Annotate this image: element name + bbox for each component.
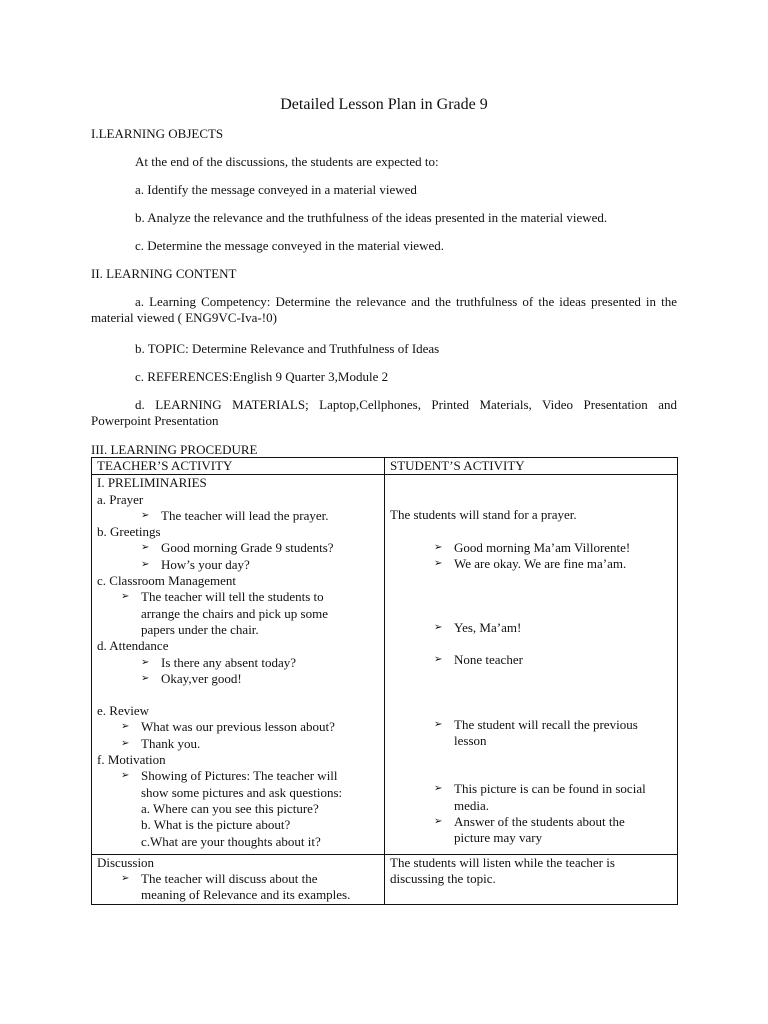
- attendance-label: d. Attendance: [97, 638, 169, 654]
- header-student-activity: STUDENT’S ACTIVITY: [385, 458, 678, 475]
- document-title: Detailed Lesson Plan in Grade 9: [280, 96, 488, 113]
- objectives-intro: At the end of the discussions, the students are expected to:: [135, 154, 439, 169]
- learning-materials: d. LEARNING MATERIALS; Laptop,Cellphones, Printed Materials, Video Presentation and Powerpoint Presentation: [91, 397, 677, 428]
- arrow-bullet-icon: ➢: [121, 770, 130, 782]
- list-item: ➢ This picture is can be found in social media.: [434, 781, 646, 813]
- list-item: ➢ Is there any absent today?: [141, 654, 297, 670]
- list-item: ➢ Thank you.: [121, 735, 201, 751]
- arrow-bullet-icon: ➢: [141, 558, 150, 570]
- arrow-bullet-icon: ➢: [434, 541, 443, 553]
- section-heading-procedure: III. LEARNING PROCEDURE: [91, 442, 258, 457]
- list-item: ➢ Showing of Pictures: The teacher will show some pictures and ask questions: a. Where can you see this picture? b. What is the picture about? c.What are your thoughts about it?: [121, 768, 343, 849]
- arrow-bullet-icon: ➢: [434, 815, 443, 827]
- arrow-bullet-icon: ➢: [141, 656, 150, 668]
- motivation-label: f. Motivation: [97, 752, 166, 768]
- arrow-bullet-icon: ➢: [434, 654, 443, 666]
- topic-line: b. TOPIC: Determine Relevance and Truthfulness of Ideas: [135, 341, 440, 356]
- table-row: [92, 475, 678, 855]
- list-item: ➢ None teacher: [434, 652, 523, 668]
- prayer-label: a. Prayer: [97, 491, 144, 507]
- student-prayer-response: The students will stand for a prayer.: [390, 507, 577, 523]
- arrow-bullet-icon: ➢: [141, 542, 150, 554]
- greetings-label: b. Greetings: [97, 524, 161, 540]
- list-item: ➢ We are okay. We are fine ma’am.: [434, 555, 627, 571]
- arrow-bullet-icon: ➢: [121, 737, 130, 749]
- arrow-bullet-icon: ➢: [434, 622, 443, 634]
- list-item: ➢ The teacher will tell the students to arrange the chairs and pick up some papers under the chair.: [121, 589, 328, 637]
- discussion-label: Discussion: [97, 854, 155, 870]
- references-line: c. REFERENCES:English 9 Quarter 3,Module 2: [135, 369, 389, 384]
- arrow-bullet-icon: ➢: [141, 672, 150, 684]
- list-item: ➢ What was our previous lesson about?: [121, 719, 335, 735]
- list-item: ➢ Answer of the students about the picture may vary: [434, 813, 625, 846]
- objective-item: c. Determine the message conveyed in the material viewed.: [135, 238, 444, 253]
- student-preliminaries-cell: [385, 475, 678, 855]
- table-header-row: [92, 458, 678, 475]
- objective-item: b. Analyze the relevance and the truthfulness of the ideas presented in the material viewed.: [135, 210, 608, 225]
- list-item: ➢ The teacher will lead the prayer.: [141, 507, 329, 523]
- preliminaries-heading: I. PRELIMINARIES: [97, 475, 207, 491]
- arrow-bullet-icon: ➢: [434, 783, 443, 795]
- arrow-bullet-icon: ➢: [121, 721, 130, 733]
- arrow-bullet-icon: ➢: [141, 509, 150, 521]
- arrow-bullet-icon: ➢: [434, 557, 443, 569]
- list-item: ➢ Yes, Ma’am!: [434, 620, 522, 636]
- table-row: [92, 854, 678, 904]
- section-heading-objectives: I.LEARNING OBJECTS: [91, 126, 224, 141]
- classroom-management-label: c. Classroom Management: [97, 573, 236, 589]
- header-teacher-activity: TEACHER’S ACTIVITY: [92, 458, 385, 475]
- arrow-bullet-icon: ➢: [434, 718, 443, 730]
- student-discussion-cell: The students will listen while the teacher is discussing the topic.: [385, 854, 678, 904]
- arrow-bullet-icon: ➢: [121, 873, 130, 885]
- learning-competency: a. Learning Competency: Determine the relevance and the truthfulness of the ideas presented in the material viewed ( ENG9VC-Iva-!0): [91, 294, 677, 325]
- list-item: ➢ The teacher will discuss about the meaning of Relevance and its examples.: [121, 871, 351, 903]
- objective-item: a. Identify the message conveyed in a material viewed: [135, 182, 417, 197]
- list-item: ➢ Good morning Ma’am Villorente!: [434, 539, 631, 555]
- list-item: ➢ Okay,ver good!: [141, 670, 242, 686]
- review-label: e. Review: [97, 703, 149, 719]
- procedure-table: [91, 457, 678, 905]
- teacher-preliminaries-cell: [92, 475, 385, 855]
- teacher-discussion-cell: [92, 854, 385, 904]
- list-item: ➢ The student will recall the previous lesson: [434, 716, 638, 749]
- list-item: ➢ How’s your day?: [141, 556, 250, 572]
- list-item: ➢ Good morning Grade 9 students?: [141, 540, 334, 556]
- section-heading-content: II. LEARNING CONTENT: [91, 266, 237, 281]
- arrow-bullet-icon: ➢: [121, 591, 130, 603]
